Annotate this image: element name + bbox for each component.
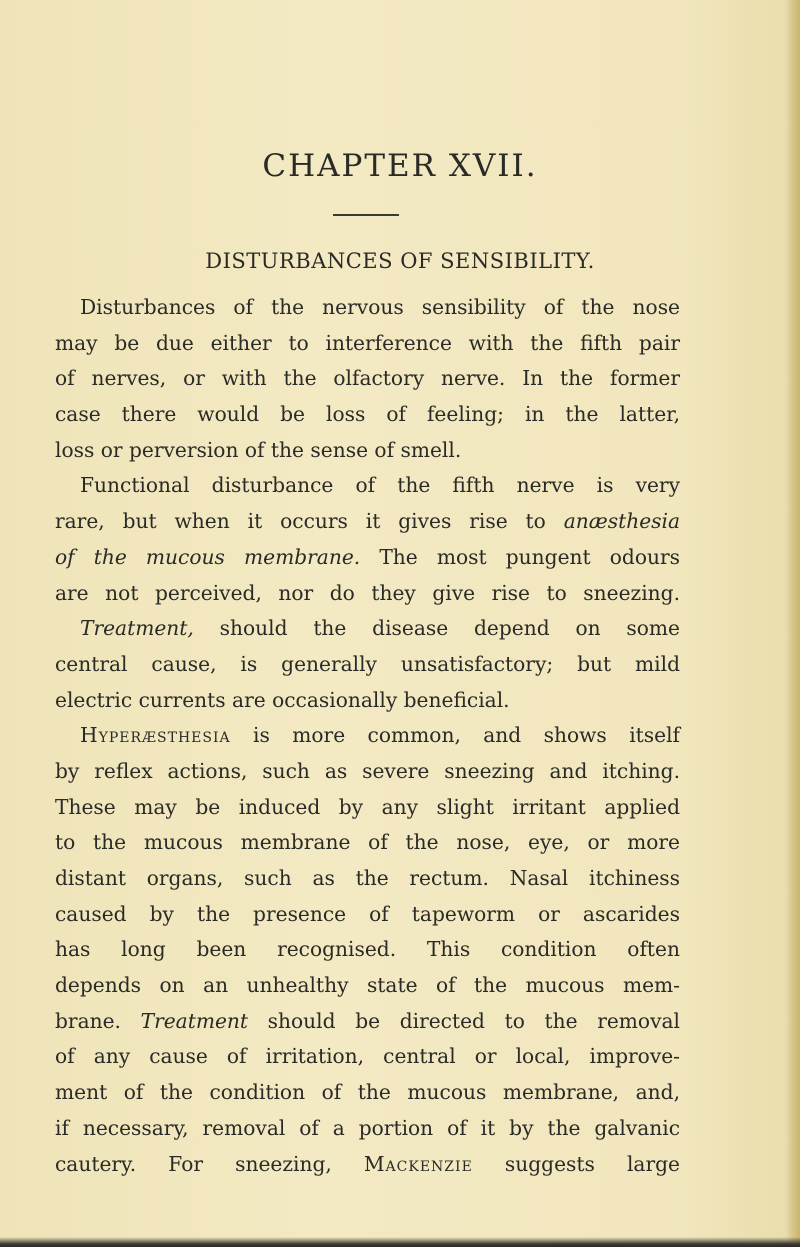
text-line: of nerves, or with the olfactory nerve. In the former — [55, 366, 680, 391]
page-edge — [786, 0, 800, 1247]
text-line: Functional disturbance of the fifth nerve is very — [80, 473, 680, 498]
text-line: rare, but when it occurs it gives rise to anæsthesia — [55, 509, 680, 534]
body-text — [55, 290, 680, 1182]
italic-term: of the mucous membrane. — [55, 544, 361, 569]
title-rule — [333, 214, 399, 216]
text-line: distant organs, such as the rectum. Nasal itchiness — [55, 866, 680, 890]
text-line: Disturbances of the nervous sensibility of the nose — [80, 295, 680, 319]
text-line: of any cause of irritation, central or local, improve- — [55, 1044, 680, 1069]
text-line: depends on an unhealthy state of the mucous mem- — [55, 973, 680, 998]
text-line: brane. Treatment should be directed to the removal — [55, 1008, 680, 1033]
text-line: may be due either to interference with the fifth pair — [55, 330, 680, 355]
chapter-title: CHAPTER XVII. — [262, 148, 538, 184]
section-title: DISTURBANCES OF SENSIBILITY. — [205, 249, 595, 273]
text-line: if necessary, removal of a portion of it by the galvanic — [55, 1115, 680, 1140]
text-line: of the mucous membrane. The most pungent odours — [55, 544, 680, 569]
text-line: loss or perversion of the sense of smell. — [55, 437, 462, 462]
text-line: electric currents are occasionally beneficial. — [55, 687, 510, 712]
small-caps-term: Hyperæsthesia — [80, 723, 231, 748]
italic-term: anæsthesia — [563, 509, 680, 534]
text-line: Hyperæsthesia is more common, and shows itself — [80, 723, 680, 748]
text-line: to the mucous membrane of the nose, eye, or more — [55, 830, 680, 855]
text-line: These may be induced by any slight irritant applied — [55, 794, 680, 819]
text-line: by reflex actions, such as severe sneezing and itching. — [55, 758, 680, 783]
text-line: cautery. For sneezing, Mackenzie suggests large — [55, 1151, 680, 1176]
italic-term: Treatment, — [80, 616, 194, 641]
text-line: caused by the presence of tapeworm or ascarides — [55, 901, 680, 926]
text-line: ment of the condition of the mucous membrane, and, — [55, 1080, 680, 1105]
text-line: Treatment, should the disease depend on some — [80, 616, 680, 641]
page-bottom-shadow — [0, 1237, 800, 1247]
small-caps-term: Mackenzie — [363, 1151, 473, 1176]
text-line: case there would be loss of feeling; in the latter, — [55, 402, 680, 427]
text-line: are not perceived, nor do they give rise to sneezing. — [55, 580, 680, 605]
text-line: has long been recognised. This condition often — [55, 937, 680, 962]
italic-term: Treatment — [140, 1008, 249, 1033]
text-line: central cause, is generally unsatisfactory; but mild — [55, 651, 680, 676]
